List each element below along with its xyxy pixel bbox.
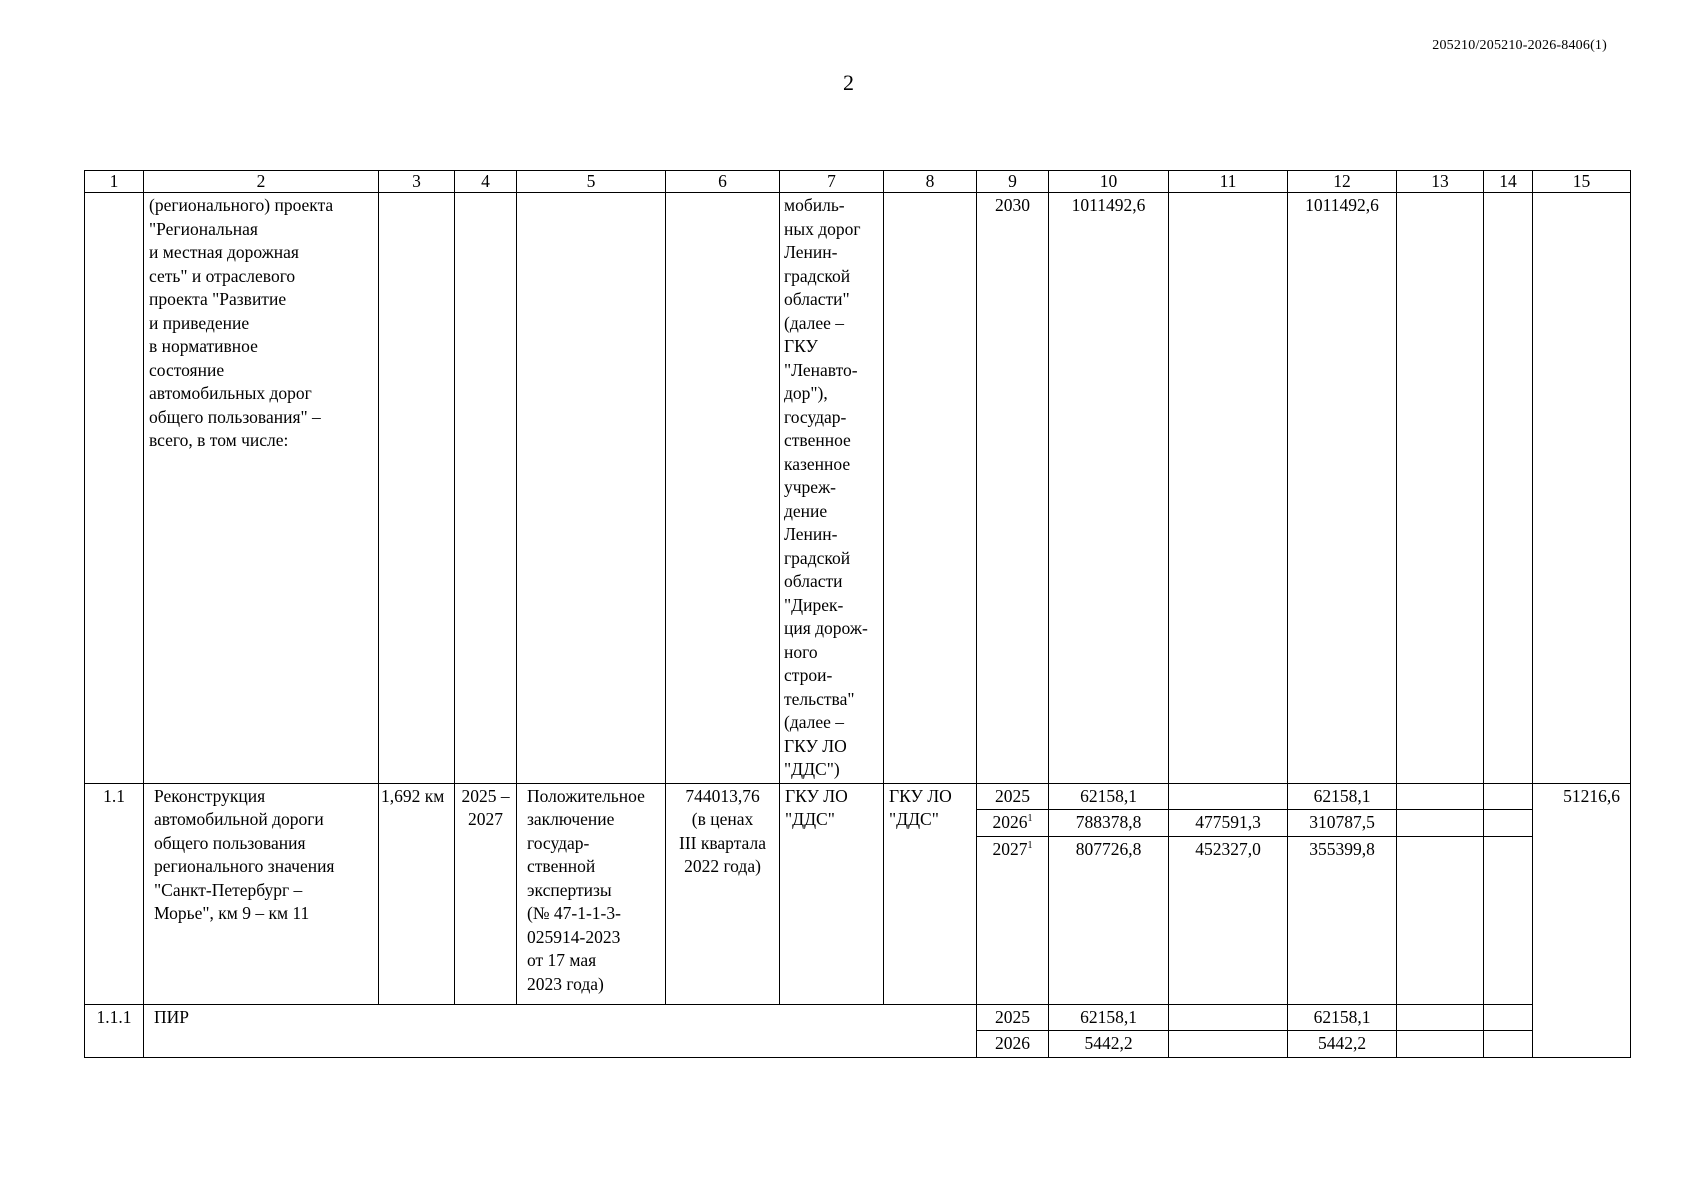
amount-total-cell: 1011492,6: [1049, 193, 1169, 784]
table-row-1-1: [85, 783, 1631, 810]
cost-cell: 744013,76 (в ценах III квартала 2022 года): [666, 783, 780, 1004]
column-header: 11: [1169, 171, 1288, 193]
amount-federal-cell: 477591,3: [1169, 810, 1288, 837]
row-number-cell: 1.1: [85, 783, 144, 1004]
period-cell: 2025 – 2027: [455, 783, 517, 1004]
empty-cell: [1484, 1004, 1533, 1031]
amount-federal-cell: [1169, 783, 1288, 810]
amount-total-cell: 5442,2: [1049, 1031, 1169, 1058]
empty-cell: [1533, 193, 1631, 784]
amount-federal-cell: [1169, 1004, 1288, 1031]
empty-cell: [1397, 783, 1484, 810]
amount-total-cell: 788378,8: [1049, 810, 1169, 837]
column-header: 2: [144, 171, 379, 193]
amount-total-cell: 807726,8: [1049, 836, 1169, 1004]
column-header: 4: [455, 171, 517, 193]
column-header: 1: [85, 171, 144, 193]
column-header: 7: [780, 171, 884, 193]
developer-cell: ГКУ ЛО "ДДС": [884, 783, 977, 1004]
length-cell: 1,692 км: [379, 783, 455, 1004]
table-row-1-1-1: [85, 1004, 1631, 1031]
column-header: 15: [1533, 171, 1631, 193]
empty-cell: [1484, 836, 1533, 1004]
amount-federal-cell: [1169, 1031, 1288, 1058]
table-row-continuation: [85, 193, 1631, 784]
column-header: 5: [517, 171, 666, 193]
empty-cell: [1484, 783, 1533, 810]
amount-federal-cell: 452327,0: [1169, 836, 1288, 1004]
amount-regional-cell: 355399,8: [1288, 836, 1397, 1004]
empty-cell: [1397, 810, 1484, 837]
amount-total-cell: 62158,1: [1049, 1004, 1169, 1031]
column-header: 12: [1288, 171, 1397, 193]
customer-cell: ГКУ ЛО "ДДС": [780, 783, 884, 1004]
empty-cell: [1169, 193, 1288, 784]
empty-cell: [1397, 193, 1484, 784]
amount-regional-cell: 62158,1: [1288, 1004, 1397, 1031]
column-header: 3: [379, 171, 455, 193]
empty-cell: [1397, 1004, 1484, 1031]
amount-regional-cell: 310787,5: [1288, 810, 1397, 837]
year-cell: 2030: [977, 193, 1049, 784]
column-header: 14: [1484, 171, 1533, 193]
empty-cell: [1484, 810, 1533, 837]
page-number: 2: [843, 70, 854, 95]
year-cell: 2025: [977, 1004, 1049, 1031]
empty-cell: [1484, 193, 1533, 784]
col15-cell: 51216,6: [1533, 783, 1631, 1004]
year-cell: 2025: [977, 783, 1049, 810]
empty-cell: [1397, 1031, 1484, 1058]
empty-cell: [379, 193, 455, 784]
column-header: 9: [977, 171, 1049, 193]
document-id: 205210/205210-2026-8406(1): [1432, 38, 1607, 53]
year-cell: 2026$^1$: [977, 810, 1049, 837]
amount-regional-cell: 1011492,6: [1288, 193, 1397, 784]
row-number-cell: [85, 193, 144, 784]
amount-regional-cell: 5442,2: [1288, 1031, 1397, 1058]
empty-cell: [666, 193, 780, 784]
empty-cell: [1397, 836, 1484, 1004]
amount-regional-cell: 62158,1: [1288, 783, 1397, 810]
year-cell: 2026: [977, 1031, 1049, 1058]
row-number-cell: 1.1.1: [85, 1004, 144, 1057]
program-table: [84, 170, 1631, 1058]
column-number-row: [85, 171, 1631, 193]
project-name-cell: ПИР: [144, 1004, 977, 1057]
empty-cell: [884, 193, 977, 784]
project-name-cell: (регионального) проекта "Региональная и местная дорожная сеть" и отраслевого проекта "Развитие и приведение в нормативное состояние автомобильных дорог общего пользования" – всего, в том числе:: [144, 193, 379, 784]
empty-cell: [1484, 1031, 1533, 1058]
column-header: 8: [884, 171, 977, 193]
col15-cell: [1533, 1004, 1631, 1057]
customer-cell: мобиль- ных дорог Ленин- градской области" (далее – ГКУ "Ленавто- дор"), государ- ственное казенное учреж- дение Ленин- градской области "Дирек- ция дорож- ного строи- тельства" (далее – ГКУ ЛО "ДДС"): [780, 193, 884, 784]
column-header: 10: [1049, 171, 1169, 193]
amount-total-cell: 62158,1: [1049, 783, 1169, 810]
empty-cell: [517, 193, 666, 784]
project-name-cell: Реконструкция автомобильной дороги общего пользования регионального значения "Санкт-Петербург – Морье", км 9 – км 11: [144, 783, 379, 1004]
column-header: 6: [666, 171, 780, 193]
document-cell: Положительное заключение государ- ственной экспертизы (№ 47-1-1-3- 025914-2023 от 17 мая 2023 года): [517, 783, 666, 1004]
column-header: 13: [1397, 171, 1484, 193]
year-cell: 2027$^1$: [977, 836, 1049, 1004]
empty-cell: [455, 193, 517, 784]
